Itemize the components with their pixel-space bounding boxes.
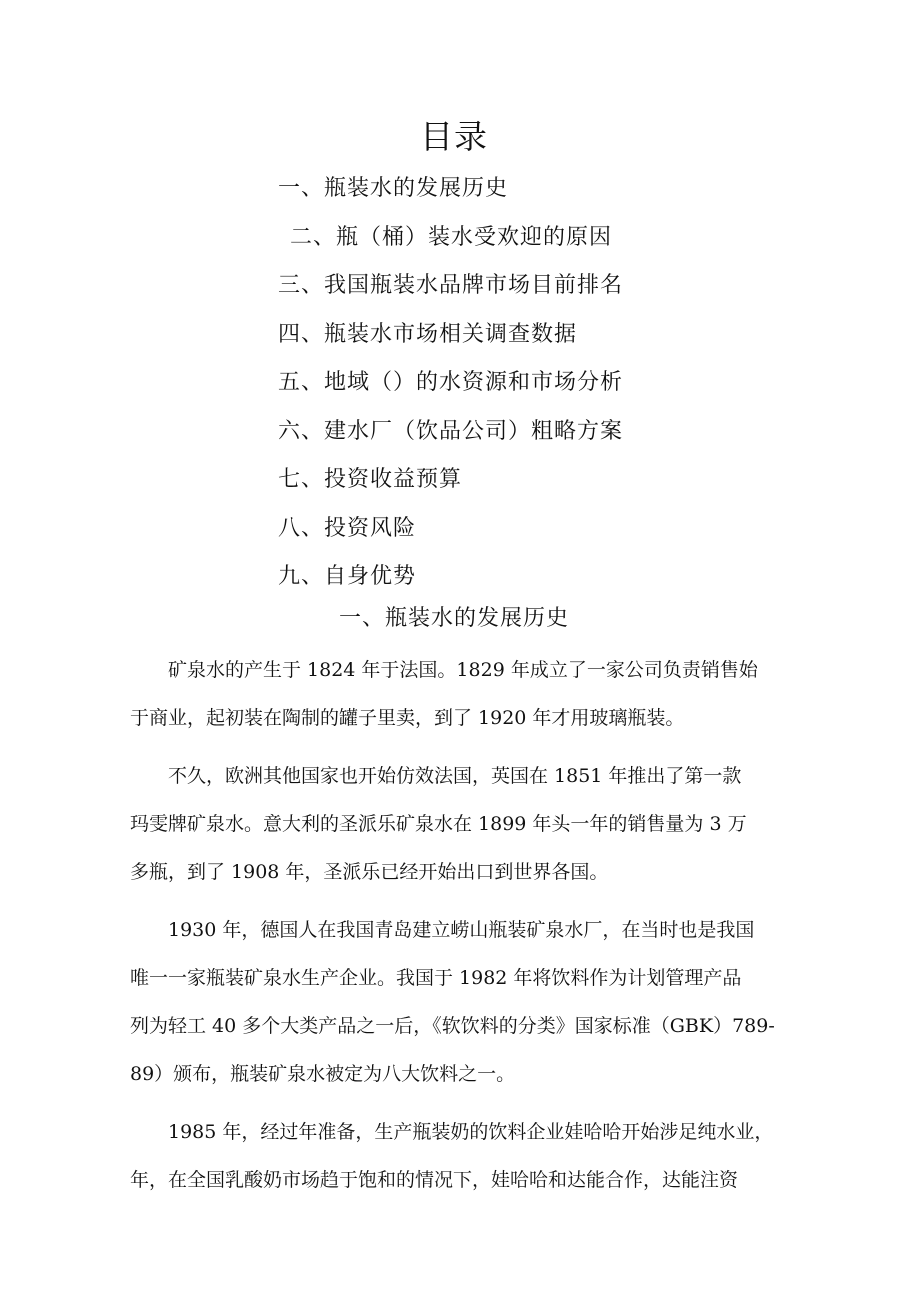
text-line: 不久，欧洲其他国家也开始仿效法国，英国在 1851 年推出了第一款 <box>168 765 742 787</box>
text-line: 列为轻工 40 多个大类产品之一后，《软饮料的分类》国家标准（GBK）789- <box>130 1015 775 1037</box>
text-line: 1985 年，经过年准备，生产瓶装奶的饮料企业娃哈哈开始涉足纯水业， <box>168 1121 774 1143</box>
toc-item[interactable]: 六、建水厂（饮品公司）粗略方案 <box>278 418 624 444</box>
section-heading: 一、瓶装水的发展历史 <box>338 606 569 631</box>
text-line: 于商业，起初装在陶制的罐子里卖，到了 1920 年才用玻璃瓶装。 <box>130 707 685 729</box>
paragraph <box>130 906 780 1098</box>
toc-item[interactable]: 九、自身优势 <box>278 564 417 589</box>
text-line: 玛雯牌矿泉水。意大利的圣派乐矿泉水在 1899 年头一年的销售量为 3 万 <box>130 813 747 835</box>
toc-item[interactable]: 五、地域（）的水资源和市场分析 <box>278 370 624 395</box>
toc-item[interactable]: 四、瓶装水市场相关调查数据 <box>278 321 578 347</box>
table-of-contents <box>278 165 623 602</box>
toc-item[interactable]: 二、瓶（桶）装水受欢迎的原因 <box>290 224 613 250</box>
text-line: 89）颁布，瓶装矿泉水被定为八大饮料之一。 <box>130 1063 516 1085</box>
text-line: 年，在全国乳酸奶市场趋于饱和的情况下，娃哈哈和达能合作，达能注资 <box>130 1169 739 1191</box>
text-line: 唯一一家瓶装矿泉水生产企业。我国于 1982 年将饮料作为计划管理产品 <box>130 967 742 989</box>
toc-item[interactable]: 七、投资收益预算 <box>278 467 463 492</box>
text-line: 多瓶，到了 1908 年，圣派乐已经开始出口到世界各国。 <box>130 861 609 883</box>
text-line: 矿泉水的产生于 1824 年于法国。1829 年成立了一家公司负责销售始 <box>168 659 758 681</box>
toc-item[interactable]: 八、投资风险 <box>278 515 417 541</box>
toc-title: 目录 <box>420 117 488 156</box>
toc-item[interactable]: 三、我国瓶装水品牌市场目前排名 <box>278 273 624 298</box>
toc-item[interactable]: 一、瓶装水的发展历史 <box>278 176 509 201</box>
paragraph <box>130 752 780 896</box>
paragraph <box>130 646 780 742</box>
section-body <box>130 646 780 1214</box>
paragraph <box>130 1108 780 1204</box>
text-line: 1930 年，德国人在我国青岛建立崂山瓶装矿泉水厂，在当时也是我国 <box>168 919 755 941</box>
